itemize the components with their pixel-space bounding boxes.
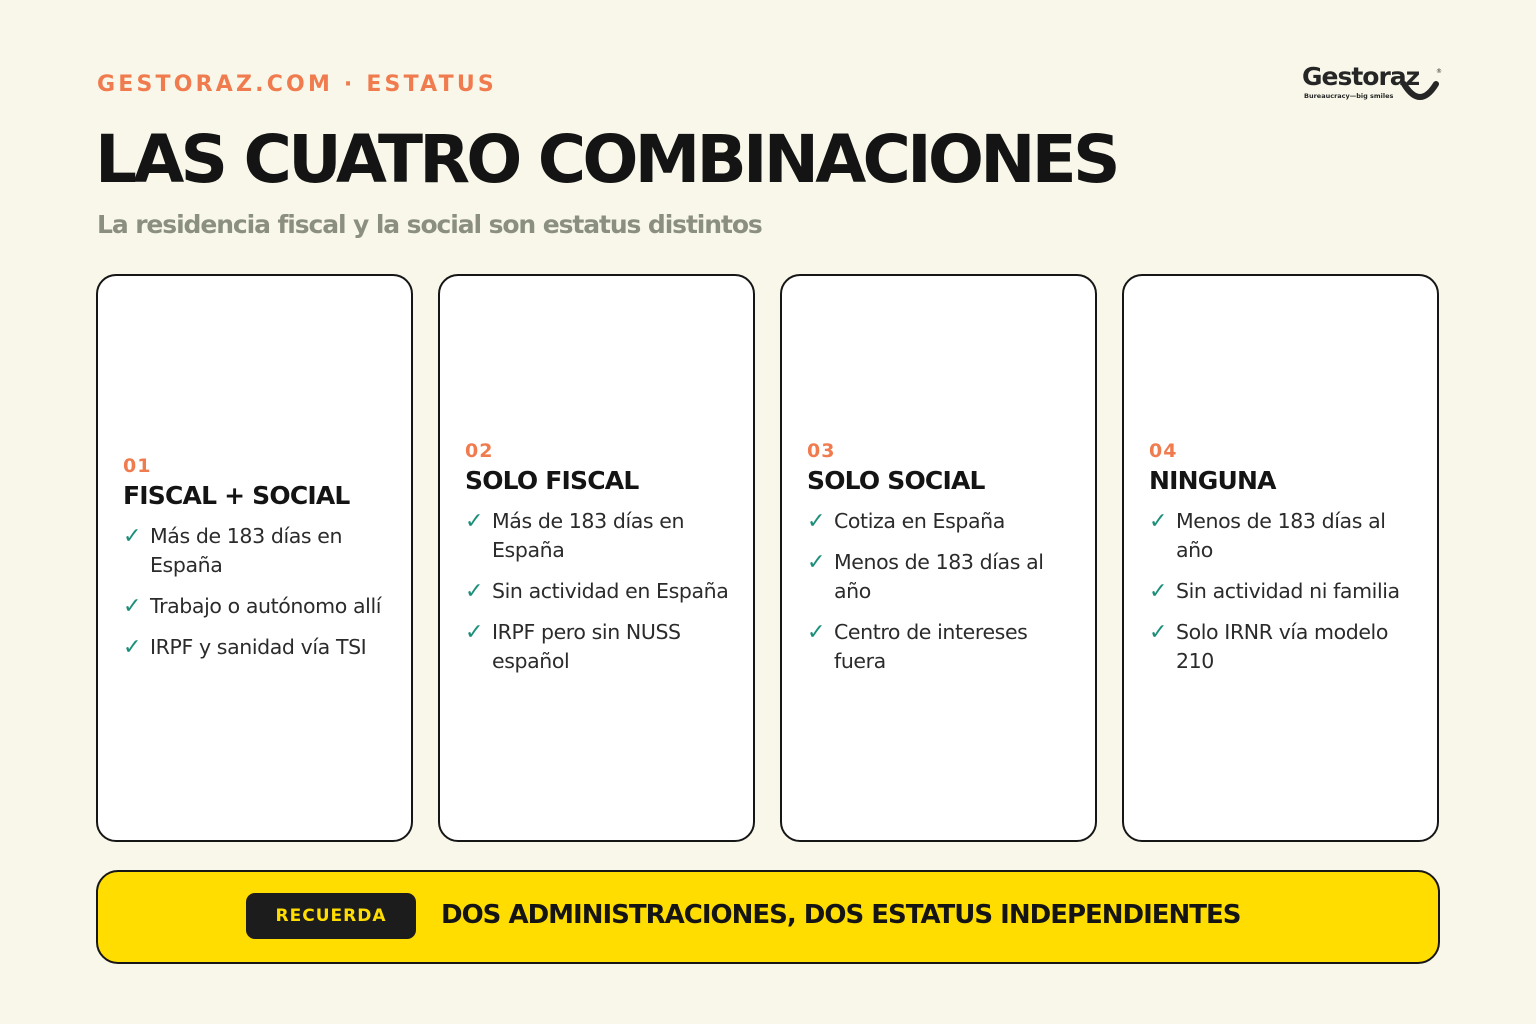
card-title: FISCAL + SOCIAL — [123, 480, 350, 510]
reminder-banner — [96, 870, 1440, 964]
list-item-text: Sin actividad ni familia — [1176, 579, 1400, 603]
list-item-text: IRPF pero sin NUSS español — [492, 620, 681, 673]
card-ninguna — [1122, 274, 1439, 842]
card-number: 01 — [123, 454, 152, 477]
check-icon: ✓ — [1149, 509, 1168, 534]
list-item — [123, 592, 397, 621]
logo-registered-mark: ® — [1436, 68, 1442, 75]
list-item — [465, 507, 739, 565]
check-icon: ✓ — [1149, 620, 1168, 645]
check-icon: ✓ — [123, 523, 142, 549]
check-icon: ✓ — [465, 579, 484, 604]
list-item-text: Sin actividad en España — [492, 579, 729, 603]
list-item-text: Menos de 183 días al año — [834, 550, 1044, 603]
list-item — [807, 507, 1081, 536]
card-list — [123, 522, 397, 662]
card-number: 02 — [465, 440, 494, 462]
list-item-text: Trabajo o autónomo allí — [150, 593, 382, 618]
list-item — [1149, 577, 1423, 606]
list-item — [465, 618, 739, 676]
check-icon: ✓ — [123, 593, 142, 619]
list-item — [807, 618, 1081, 676]
check-icon: ✓ — [807, 509, 826, 534]
card-title: SOLO SOCIAL — [807, 466, 985, 495]
card-fiscal-social — [96, 274, 413, 842]
list-item-text: Menos de 183 días al año — [1176, 509, 1386, 562]
check-icon: ✓ — [123, 634, 142, 660]
list-item-text: Cotiza en España — [834, 509, 1005, 533]
card-solo-social — [780, 274, 1097, 842]
list-item-text: Más de 183 días en España — [492, 509, 685, 562]
card-list — [807, 507, 1081, 676]
page-title: LAS CUATRO COMBINACIONES — [95, 121, 1117, 198]
page-subtitle: La residencia fiscal y la social son estatus distintos — [97, 210, 762, 239]
list-item-text: Solo IRNR vía modelo 210 — [1176, 620, 1388, 673]
smile-icon — [1400, 80, 1440, 106]
check-icon: ✓ — [807, 550, 826, 575]
eyebrow-label: GESTORAZ.COM · ESTATUS — [97, 72, 497, 97]
check-icon: ✓ — [1149, 579, 1168, 604]
reminder-text: DOS ADMINISTRACIONES, DOS ESTATUS INDEPENDIENTES — [441, 900, 1241, 930]
reminder-badge: RECUERDA — [246, 893, 416, 939]
card-title: NINGUNA — [1149, 466, 1276, 495]
list-item-text: IRPF y sanidad vía TSI — [150, 634, 367, 659]
card-title: SOLO FISCAL — [465, 466, 639, 495]
list-item — [123, 633, 397, 662]
list-item — [807, 548, 1081, 606]
card-number: 04 — [1149, 440, 1178, 462]
card-solo-fiscal — [438, 274, 755, 842]
card-list — [465, 507, 739, 676]
list-item-text: Centro de intereses fuera — [834, 620, 1028, 673]
list-item — [123, 522, 397, 580]
list-item-text: Más de 183 días en España — [150, 523, 343, 577]
check-icon: ✓ — [465, 509, 484, 534]
list-item — [465, 577, 739, 606]
logo-wordmark: Gestoraz — [1302, 62, 1420, 91]
list-item — [1149, 507, 1423, 565]
list-item — [1149, 618, 1423, 676]
check-icon: ✓ — [807, 620, 826, 645]
logo-tagline: Bureaucracy—big smiles — [1304, 92, 1394, 100]
check-icon: ✓ — [465, 620, 484, 645]
brand-logo — [1298, 62, 1448, 110]
card-list — [1149, 507, 1423, 676]
card-number: 03 — [807, 440, 836, 462]
